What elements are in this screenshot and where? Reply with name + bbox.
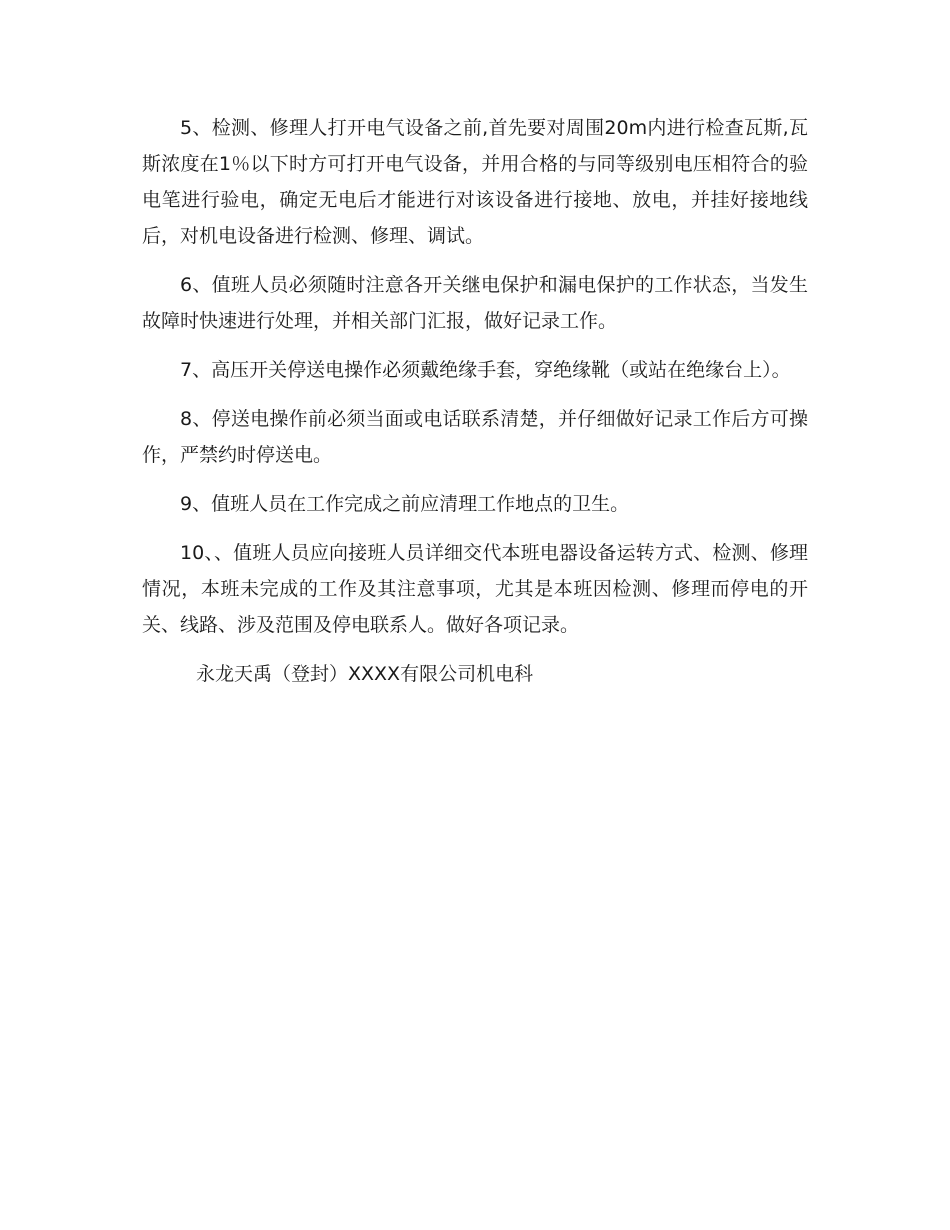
paragraph-item-7: 7、高压开关停送电操作必须戴绝缘手套，穿绝缘靴（或站在绝缘台上）。 [180,359,791,381]
paragraph-item-6: 6、值班人员必须随时注意各开关继电保护和漏电保护的工作状态，当发生故障时快速进行处理，并相关部门汇报，做好记录工作。 [142,274,808,332]
document-body [142,110,808,692]
paragraph-item-8: 8、停送电操作前必须当面或电话联系清楚，并仔细做好记录工作后方可操作，严禁约时停送电。 [142,408,808,466]
paragraph-item-9: 9、值班人员在工作完成之前应清理工作地点的卫生。 [180,493,630,515]
signature-line: 永龙天禹（登封）XXXX有限公司机电科 [196,663,534,685]
paragraph-item-10: 10、、值班人员应向接班人员详细交代本班电器设备运转方式、检测、修理情况，本班未完成的工作及其注意事项，尤其是本班因检测、修理而停电的开关、线路、涉及范围及停电联系人。做好各项记录。 [142,542,808,636]
paragraph-item-5: 5、检测、修理人打开电气设备之前,首先要对周围20m内进行检查瓦斯,瓦斯浓度在1％以下时方可打开电气设备，并用合格的与同等级别电压相符合的验电笔进行验电，确定无电后才能进行对该设备进行接地、放电，并挂好接地线后，对机电设备进行检测、修理、调试。 [142,117,808,247]
